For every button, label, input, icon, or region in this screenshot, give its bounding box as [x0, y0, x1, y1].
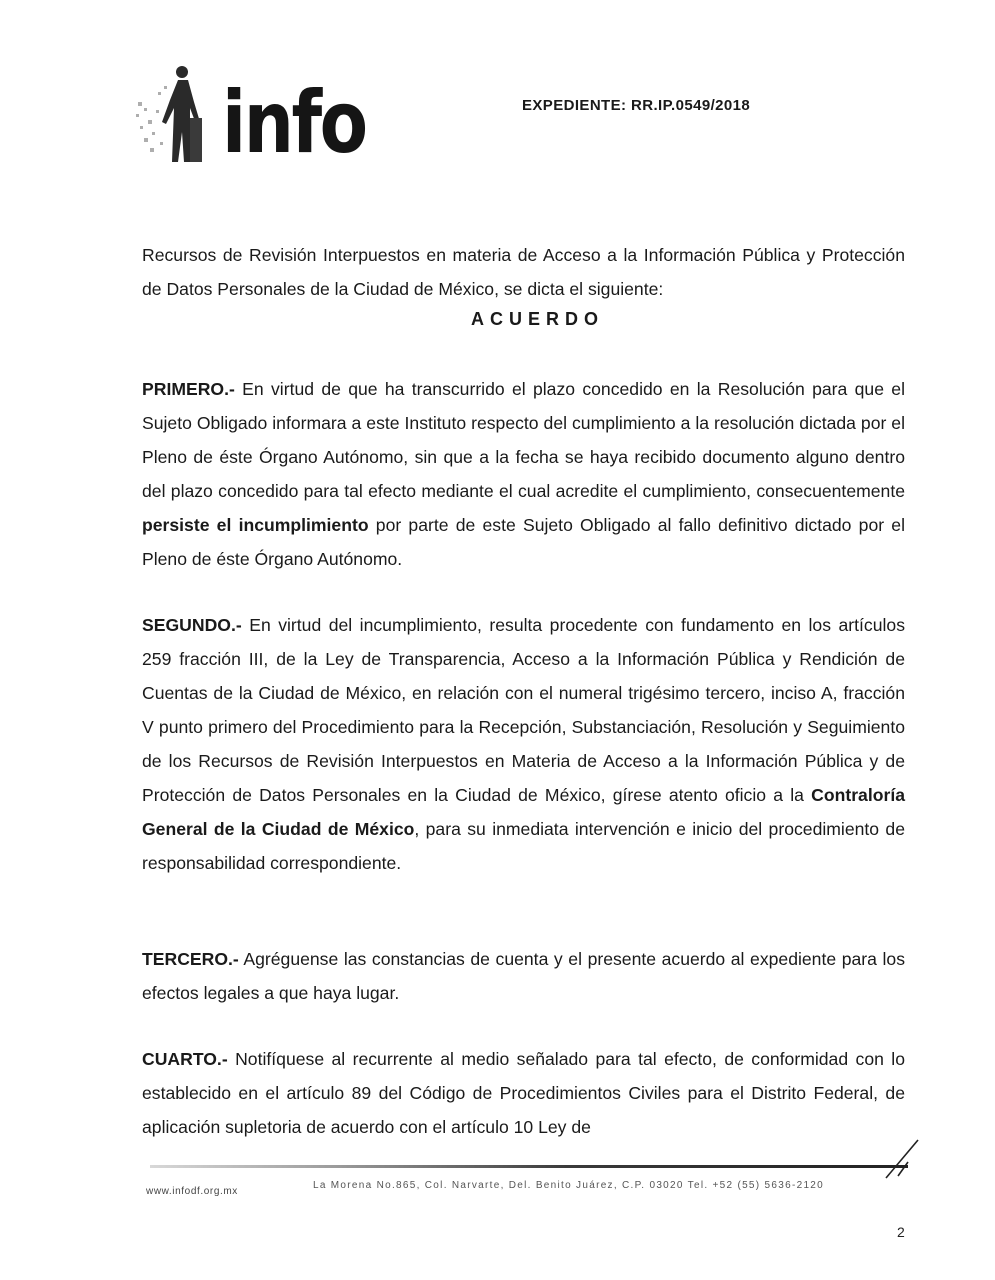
primero-text-a: En virtud de que ha transcurrido el plazo concedido en la Resolución para que el Sujeto Obligado informara a este Instituto respecto del cumplimiento a la resolución dictada por el Pleno de éste Órgano Autónomo, sin que a la fecha se haya recibido documento alguno dentro del plazo concedido para tal efecto mediante el cual acredite el cumplimiento, consecuentemente [142, 379, 905, 501]
tercero-heading: TERCERO.- [142, 949, 239, 969]
expediente-number: EXPEDIENTE: RR.IP.0549/2018 [522, 97, 751, 114]
paragraph-primero [142, 372, 905, 576]
segundo-bold: Contraloría General de la Ciudad de México [142, 785, 905, 839]
segundo-text-b: , para su inmediata intervención e inicio del procedimiento de responsabilidad correspondiente. [142, 819, 906, 873]
paragraph-segundo [142, 608, 905, 880]
page-number: 2 [897, 1224, 905, 1240]
segundo-text-a: En virtud del incumplimiento, resulta procedente con fundamento en los artículos 259 fracción III, de la Ley de Transparencia, Acceso a la Información Pública y Rendición de Cuentas de la Ciudad de México, en relación con el numeral trigésimo tercero, inciso A, fracción V punto primero del Procedimiento para la Recepción, Substanciación, Resolución y Seguimiento de los Recursos de Revisión Interpuestos en Materia de Acceso a la Información Pública y de Protección de Datos Personales en la Ciudad de México, gírese atento oficio a la [142, 615, 905, 805]
acuerdo-title: ACUERDO [470, 309, 604, 329]
segundo-heading: SEGUNDO.- [142, 615, 242, 635]
paragraph-tercero [142, 942, 905, 1010]
info-logo [130, 62, 390, 172]
primero-text-b: por parte de este Sujeto Obligado al fallo definitivo dictado por el Pleno de éste Órgano Autónomo. [142, 515, 905, 569]
footer-divider [150, 1165, 908, 1168]
cuarto-heading: CUARTO.- [142, 1049, 228, 1069]
primero-heading: PRIMERO.- [142, 379, 235, 399]
tercero-text: Agréguense las constancias de cuenta y el presente acuerdo al expediente para los efectos legales a que haya lugar. [142, 949, 905, 1003]
cuarto-text: Notifíquese al recurrente al medio señalado para tal efecto, de conformidad con lo establecido en el artículo 89 del Código de Procedimientos Civiles para el Distrito Federal, de aplicación supletoria de acuerdo con el artículo 10 Ley de [142, 1049, 905, 1137]
info-logo-figure-icon [130, 62, 230, 172]
paragraph-cuarto [142, 1042, 905, 1144]
primero-bold: persiste el incumplimiento [142, 515, 369, 535]
intro-paragraph: Recursos de Revisión Interpuestos en materia de Acceso a la Información Pública y Protección de Datos Personales de la Ciudad de México, se dicta el siguiente: [142, 245, 905, 299]
footer-address: La Morena No.865, Col. Narvarte, Del. Benito Juárez, C.P. 03020 Tel. +52 (55) 5636-2120 [313, 1180, 825, 1191]
footer-website: www.infodf.org.mx [146, 1186, 238, 1197]
signature-mark-icon [878, 1132, 928, 1182]
info-logo-wordmark: info [222, 73, 366, 173]
